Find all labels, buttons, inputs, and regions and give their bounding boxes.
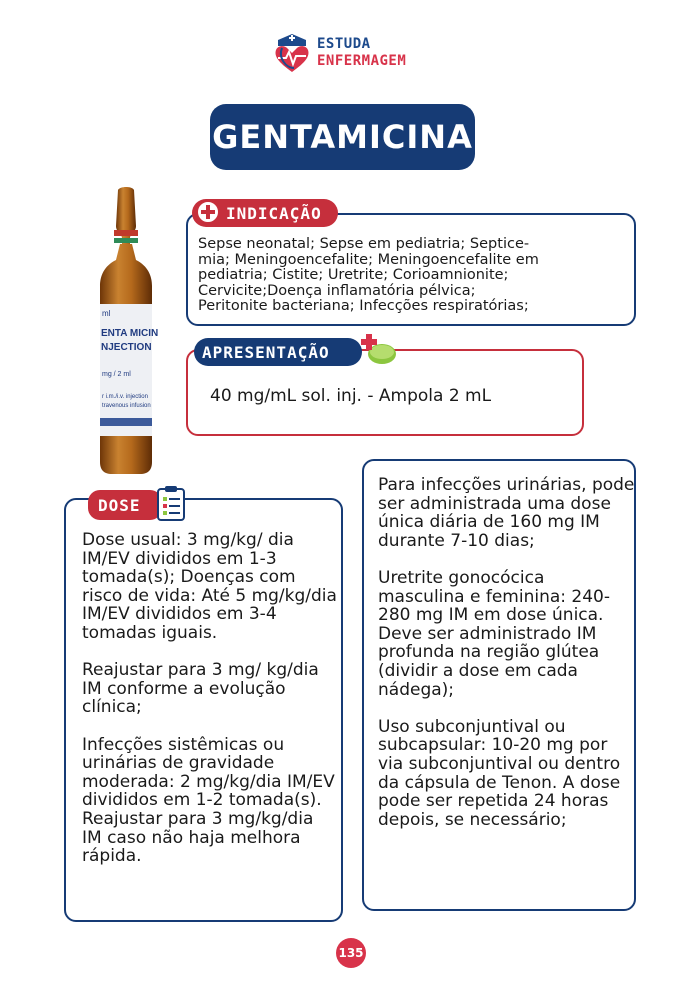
- ampoule-route-line1: r i.m./i.v. injection: [102, 394, 148, 400]
- plus-circle-icon: [196, 200, 220, 224]
- page-number: 135: [338, 946, 364, 960]
- indicacao-line: pediatria; Cistite; Uretrite; Corioamnionite;: [198, 267, 509, 283]
- indicacao-line: Cervicite;Doença inflamatória pélvica;: [198, 282, 476, 299]
- brand-name: [317, 36, 406, 70]
- dose-paragraph: Infecções sistêmicas ou urinárias de gravidade moderada: 2 mg/kg/dia IM/EV divididos em 1-2 tomada(s). Reajustar para 3 mg/kg/dia IM caso não haja melhora rápida.: [82, 734, 335, 867]
- ampoule-name-line1: ENTA MICIN: [101, 328, 159, 339]
- apresentacao-tag: [194, 338, 362, 366]
- brand-logo: [272, 30, 442, 76]
- brand-line2: ENFERMAGEM: [317, 53, 407, 69]
- right-dose-text: [378, 476, 636, 848]
- indicacao-line: mia; Meningoencefalite; Meningoencefalite em: [198, 251, 539, 268]
- indicacao-line: Sepse neonatal; Sepse em pediatria; Septice-: [198, 236, 530, 252]
- title-banner: [210, 104, 475, 170]
- brand-line1: ESTUDA: [317, 36, 371, 52]
- apresentacao-text: 40 mg/mL sol. inj. - Ampola 2 mL: [210, 386, 492, 406]
- page-number-badge: [336, 938, 366, 968]
- right-paragraph: Uso subconjuntival ou subcapsular: 10-20 mg por via subconjuntival ou dentro da cápsula de Tenon. A dose pode ser repetida 24 horas depois, se necessário;: [378, 716, 621, 830]
- ampoule-image: [90, 186, 164, 476]
- ampoule-ml-text: ml: [102, 309, 111, 318]
- page-title: GENTAMICINA: [212, 118, 473, 156]
- right-paragraph: Para infecções urinárias, pode ser administrada uma dose única diária de 160 mg IM durante 7-10 dias;: [378, 475, 635, 551]
- nurse-heart-logo-icon: [272, 30, 312, 76]
- dose-tag: [88, 490, 162, 520]
- ampoule-dose-text: mg / 2 ml: [102, 371, 131, 378]
- right-paragraph: Uretrite gonocócica masculina e feminina: 240-280 mg IM em dose única. Deve ser administrado IM profunda na região glútea (dividir a dose em cada nádega);: [378, 567, 610, 700]
- apresentacao-label: APRESENTAÇÃO: [202, 342, 330, 362]
- indicacao-line: Peritonite bacteriana; Infecções respiratórias;: [198, 298, 529, 314]
- ampoule-route-line2: travenous infusion: [102, 403, 151, 409]
- clipboard-icon: [156, 484, 186, 522]
- dose-label: DOSE: [98, 495, 141, 515]
- dose-paragraph: Dose usual: 3 mg/kg/ dia IM/EV divididos em 1-3 tomada(s); Doenças com risco de vida: Até 5 mg/kg/dia IM/EV divididos em 3-4 tomadas iguais.: [82, 530, 337, 643]
- dose-text: [82, 531, 338, 884]
- indicacao-text: [198, 237, 626, 315]
- indicacao-label: INDICAÇÃO: [226, 203, 322, 223]
- pill-icon: [360, 332, 398, 366]
- dose-paragraph: Reajustar para 3 mg/ kg/dia IM conforme a evolução clínica;: [82, 660, 319, 718]
- ampoule-name-line2: NJECTION: [101, 342, 152, 353]
